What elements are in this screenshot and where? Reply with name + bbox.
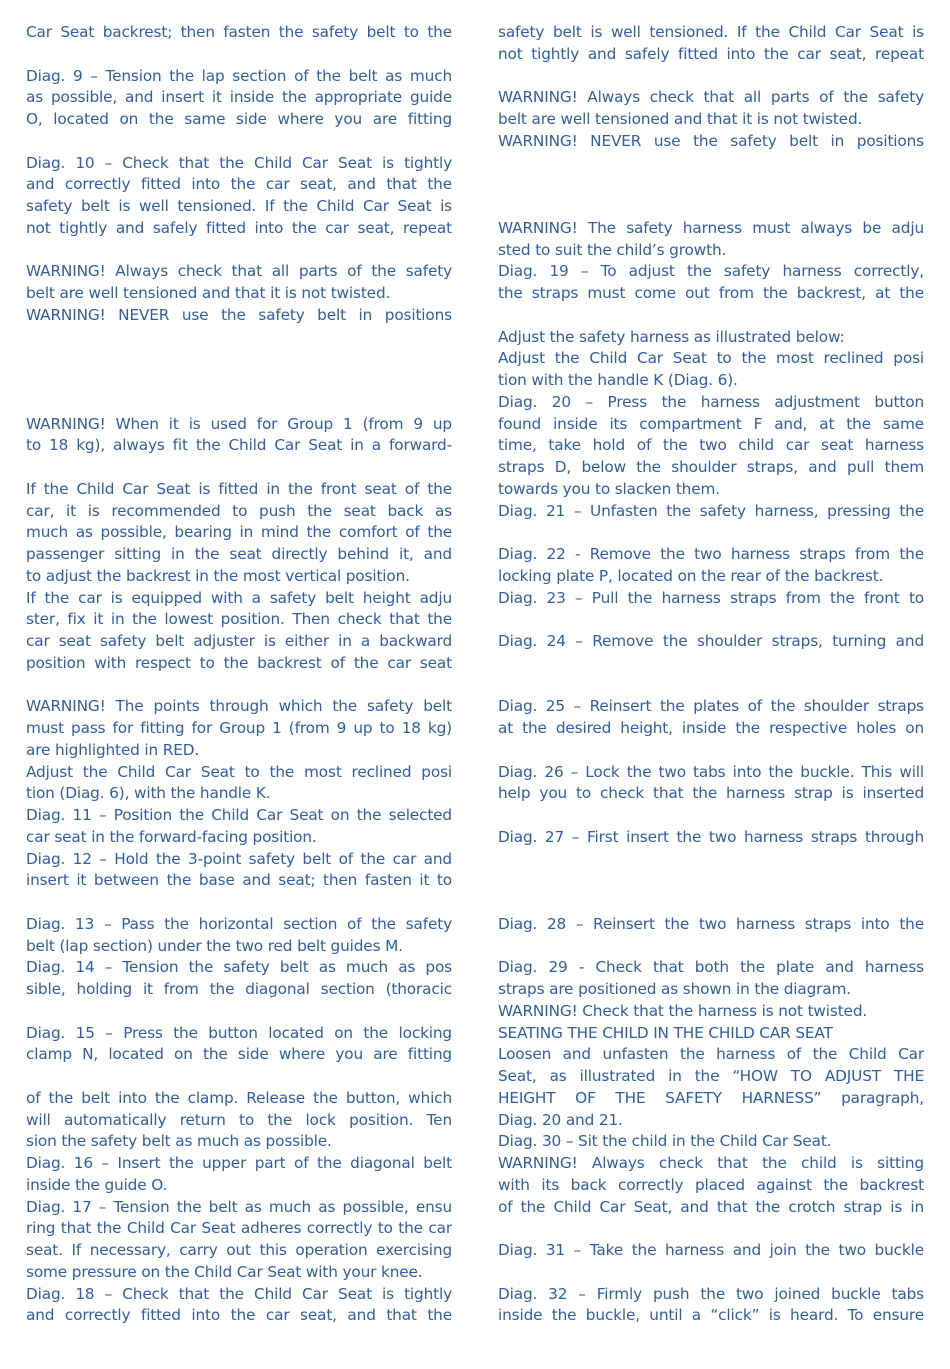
text-line: of the belt into the clamp. Release the button, which — [26, 1088, 452, 1107]
blank-line — [498, 870, 924, 892]
text-line: safety belt is well tensioned. If the Child Car Seat is — [26, 197, 452, 215]
blank-line — [26, 457, 452, 479]
left-text-column — [26, 22, 452, 1327]
text-line: passenger sitting in the seat directly behind it, and — [26, 545, 452, 563]
text-line: must pass for fitting for Group 1 (from 9 up to 18 kg) — [26, 719, 452, 737]
text-line: safety belt is well tensioned. If the Child Car Seat is — [498, 23, 924, 41]
text-line: clamp N, located on the side where you are fitting — [26, 1045, 452, 1064]
text-line: WARNING! Always check that all parts of the safety — [26, 262, 452, 281]
text-line: Seat, as illustrated in the “HOW TO ADJUST THE — [498, 1067, 924, 1085]
text-line: Diag. 26 – Lock the two tabs into the buckle. This will — [498, 762, 924, 781]
text-line: Diag. 11 – Position the Child Car Seat on the selected — [26, 806, 452, 824]
text-line: Diag. 14 – Tension the safety belt as much as pos — [26, 958, 452, 977]
blank-line — [498, 892, 924, 914]
text-line: of the Child Car Seat, and that the crotch strap is in — [498, 1197, 924, 1216]
text-line: SEATING THE CHILD IN THE CHILD CAR SEAT — [498, 1023, 833, 1042]
text-line: to adjust the backrest in the most vertical position. — [26, 566, 410, 585]
text-line: Diag. 21 – Unfasten the safety harness, pressing the — [498, 501, 924, 520]
text-line: HEIGHT OF THE SAFETY HARNESS” paragraph, — [498, 1088, 924, 1107]
blank-line — [498, 305, 924, 327]
text-line: straps D, below the shoulder straps, and pull them — [498, 458, 924, 476]
text-line: WARNING! The points through which the safety belt — [26, 697, 452, 716]
text-line: WARNING! NEVER use the safety belt in positions — [26, 305, 452, 324]
blank-line — [498, 1218, 924, 1240]
text-line: sted to suit the child’s growth. — [498, 240, 727, 259]
text-line: Diag. 20 – Press the harness adjustment button — [498, 392, 924, 411]
text-line: Adjust the safety harness as illustrated below: — [498, 327, 845, 346]
text-line: Diag. 15 – Press the button located on the locking — [26, 1023, 452, 1042]
text-line: Diag. 18 – Check that the Child Car Seat is tightly — [26, 1284, 452, 1303]
text-line: Diag. 12 – Hold the 3-point safety belt of the car and — [26, 849, 452, 868]
text-line: WARNING! Always check that all parts of the safety — [498, 88, 924, 107]
text-line: ring that the Child Car Seat adheres correctly to the car — [26, 1219, 452, 1238]
blank-line — [498, 740, 924, 762]
text-line: Diag. 23 – Pull the harness straps from the front to — [498, 588, 924, 607]
text-line: seat. If necessary, carry out this operation exercising — [26, 1241, 452, 1259]
blank-line — [498, 196, 924, 218]
text-line: Diag. 17 – Tension the belt as much as possible, ensu — [26, 1197, 452, 1216]
text-line: Adjust the Child Car Seat to the most reclined posi — [26, 762, 452, 781]
text-line: are highlighted in RED. — [26, 740, 200, 759]
text-line: not tightly and safely fitted into the car seat, repeat — [26, 218, 452, 237]
text-line: belt are well tensioned and that it is not twisted. — [498, 110, 863, 128]
right-text-column — [498, 22, 924, 1327]
text-line: inside the buckle, until a “click” is heard. To ensure — [498, 1306, 924, 1325]
text-line: inside the guide O. — [26, 1175, 168, 1194]
text-line: sible, holding it from the diagonal section (thoracic — [26, 980, 452, 998]
text-line: Adjust the Child Car Seat to the most reclined posi — [498, 349, 924, 368]
text-line: Diag. 29 - Check that both the plate and harness — [498, 958, 924, 977]
text-line: Diag. 28 – Reinsert the two harness straps into the — [498, 914, 924, 933]
text-line: Diag. 32 – Firmly push the two joined buckle tabs — [498, 1284, 924, 1303]
text-line: Diag. 27 – First insert the two harness straps through — [498, 827, 924, 846]
text-line: not tightly and safely fitted into the car seat, repeat — [498, 44, 924, 63]
text-line: If the Child Car Seat is fitted in the front seat of the — [26, 479, 452, 498]
text-line: WARNING! The safety harness must always be adju — [498, 218, 924, 237]
blank-line — [498, 675, 924, 697]
text-line: found inside its compartment F and, at the same — [498, 414, 924, 433]
blank-line — [498, 174, 924, 196]
text-line: with its back correctly placed against the backrest — [498, 1175, 924, 1194]
text-line: towards you to slacken them. — [498, 479, 720, 498]
text-line: Diag. 22 - Remove the two harness straps from the — [498, 545, 924, 563]
text-line: car, it is recommended to push the seat back as — [26, 501, 452, 520]
blank-line — [26, 44, 452, 66]
blank-line — [498, 153, 924, 175]
text-line: ster, fix it in the lowest position. Then check that the — [26, 610, 452, 629]
text-line: WARNING! When it is used for Group 1 (from 9 up — [26, 414, 452, 433]
text-line: the straps must come out from the backrest, at the — [498, 284, 924, 302]
blank-line — [26, 131, 452, 153]
text-line: WARNING! NEVER use the safety belt in positions — [498, 131, 924, 150]
text-line: and correctly fitted into the car seat, and that the — [26, 175, 452, 194]
text-line: WARNING! Check that the harness is not twisted. — [498, 1001, 868, 1020]
text-line: Diag. 16 – Insert the upper part of the diagonal belt — [26, 1154, 452, 1172]
text-line: at the desired height, inside the respective holes on — [498, 719, 924, 737]
text-line: tion (Diag. 6), with the handle K. — [26, 784, 271, 803]
text-line: Car Seat backrest; then fasten the safety belt to the — [26, 23, 452, 41]
text-line: and correctly fitted into the car seat, and that the — [26, 1306, 452, 1325]
text-line: time, take hold of the two child car seat harness — [498, 436, 924, 455]
blank-line — [26, 675, 452, 697]
blank-line — [498, 522, 924, 544]
blank-line — [26, 327, 452, 349]
text-line: Diag. 30 – Sit the child in the Child Car Seat. — [498, 1132, 832, 1151]
text-line: Diag. 10 – Check that the Child Car Seat is tightly — [26, 153, 452, 172]
blank-line — [26, 392, 452, 414]
blank-line — [498, 849, 924, 871]
text-line: sion the safety belt as much as possible. — [26, 1132, 332, 1151]
text-line: straps are positioned as shown in the diagram. — [498, 980, 851, 998]
text-line: Diag. 25 – Reinsert the plates of the shoulder straps — [498, 697, 924, 716]
text-line: some pressure on the Child Car Seat with your knee. — [26, 1262, 423, 1281]
blank-line — [498, 805, 924, 827]
blank-line — [498, 936, 924, 958]
text-line: car seat safety belt adjuster is either in a backward — [26, 632, 452, 650]
text-line: Diag. 20 and 21. — [498, 1110, 623, 1129]
blank-line — [498, 653, 924, 675]
blank-line — [26, 1066, 452, 1088]
blank-line — [26, 370, 452, 392]
text-line: WARNING! Always check that the child is sitting — [498, 1154, 924, 1172]
blank-line — [498, 66, 924, 88]
text-line: position with respect to the backrest of the car seat — [26, 653, 452, 672]
text-line: If the car is equipped with a safety belt height adju — [26, 588, 452, 607]
text-line: Diag. 24 – Remove the shoulder straps, turning and — [498, 632, 924, 650]
blank-line — [26, 1001, 452, 1023]
text-line: much as possible, bearing in mind the comfort of the — [26, 523, 452, 542]
blank-line — [26, 240, 452, 262]
text-line: tion with the handle K (Diag. 6). — [498, 371, 738, 389]
text-line: locking plate P, located on the rear of the backrest. — [498, 566, 884, 585]
text-line: Diag. 9 – Tension the lap section of the belt as much — [26, 66, 452, 85]
blank-line — [498, 609, 924, 631]
text-line: O, located on the same side where you are fitting — [26, 110, 452, 128]
blank-line — [498, 1262, 924, 1284]
blank-line — [26, 348, 452, 370]
text-line: Diag. 19 – To adjust the safety harness correctly, — [498, 262, 924, 281]
text-line: will automatically return to the lock position. Ten — [26, 1110, 452, 1129]
text-line: as possible, and insert it inside the appropriate guide — [26, 88, 452, 107]
text-line: insert it between the base and seat; then fasten it to — [26, 871, 452, 890]
text-line: Diag. 13 – Pass the horizontal section of the safety — [26, 914, 452, 933]
blank-line — [26, 892, 452, 914]
text-line: Diag. 31 – Take the harness and join the two buckle — [498, 1241, 924, 1259]
text-line: help you to check that the harness strap is inserted — [498, 784, 924, 803]
text-line: Loosen and unfasten the harness of the Child Car — [498, 1045, 924, 1064]
text-line: belt (lap section) under the two red belt guides M. — [26, 936, 403, 955]
text-line: car seat in the forward-facing position. — [26, 827, 317, 846]
text-line: to 18 kg), always fit the Child Car Seat in a forward- — [26, 436, 452, 455]
text-line: belt are well tensioned and that it is not twisted. — [26, 284, 391, 302]
